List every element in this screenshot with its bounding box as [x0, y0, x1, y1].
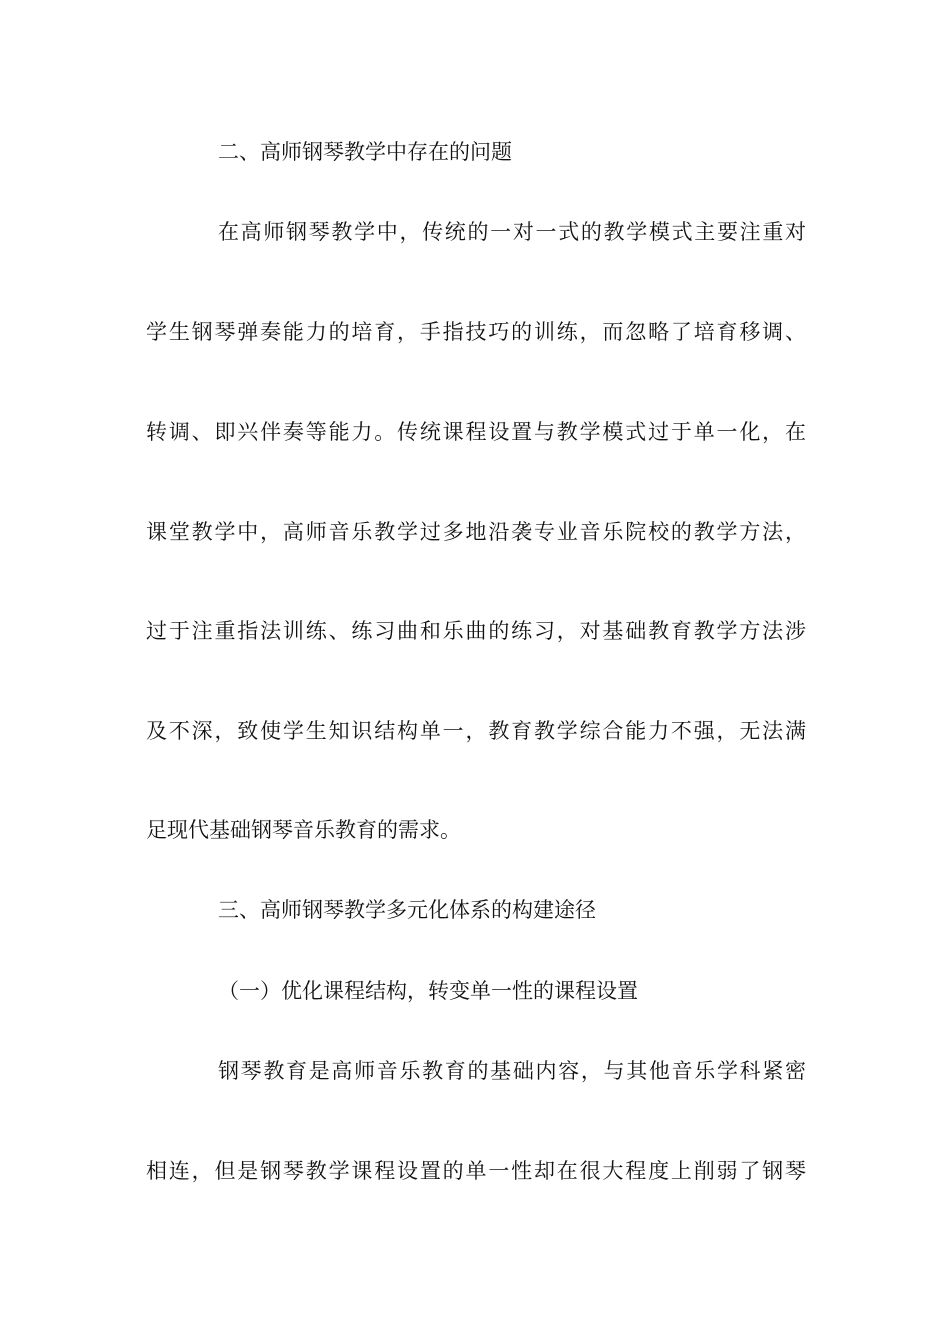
section-2-paragraph-line-2: 学生钢琴弹奏能力的培育，手指技巧的训练，而忽略了培育移调、: [146, 320, 806, 344]
section-2-paragraph-line-4: 课堂教学中，高师音乐教学过多地沿袭专业音乐院校的教学方法，: [146, 520, 806, 544]
section-3-heading: 三、高师钢琴教学多元化体系的构建途径: [218, 898, 596, 922]
section-2-paragraph-line-7: 足现代基础钢琴音乐教育的需求。: [146, 818, 461, 842]
section-2-paragraph-line-5: 过于注重指法训练、练习曲和乐曲的练习，对基础教育教学方法涉: [146, 619, 806, 643]
section-3-paragraph-line-1: 钢琴教育是高师音乐教育的基础内容，与其他音乐学科紧密: [218, 1059, 806, 1083]
section-2-paragraph-line-1: 在高师钢琴教学中，传统的一对一式的教学模式主要注重对: [218, 220, 806, 244]
section-2-heading: 二、高师钢琴教学中存在的问题: [218, 140, 512, 164]
section-3-paragraph-line-2: 相连，但是钢琴教学课程设置的单一性却在很大程度上削弱了钢琴: [146, 1159, 806, 1183]
section-2-paragraph-line-6: 及不深，致使学生知识结构单一，教育教学综合能力不强，无法满: [146, 719, 806, 743]
section-3-subheading: （一）优化课程结构，转变单一性的课程设置: [218, 979, 638, 1003]
section-2-paragraph-line-3: 转调、即兴伴奏等能力。传统课程设置与教学模式过于单一化，在: [146, 420, 806, 444]
